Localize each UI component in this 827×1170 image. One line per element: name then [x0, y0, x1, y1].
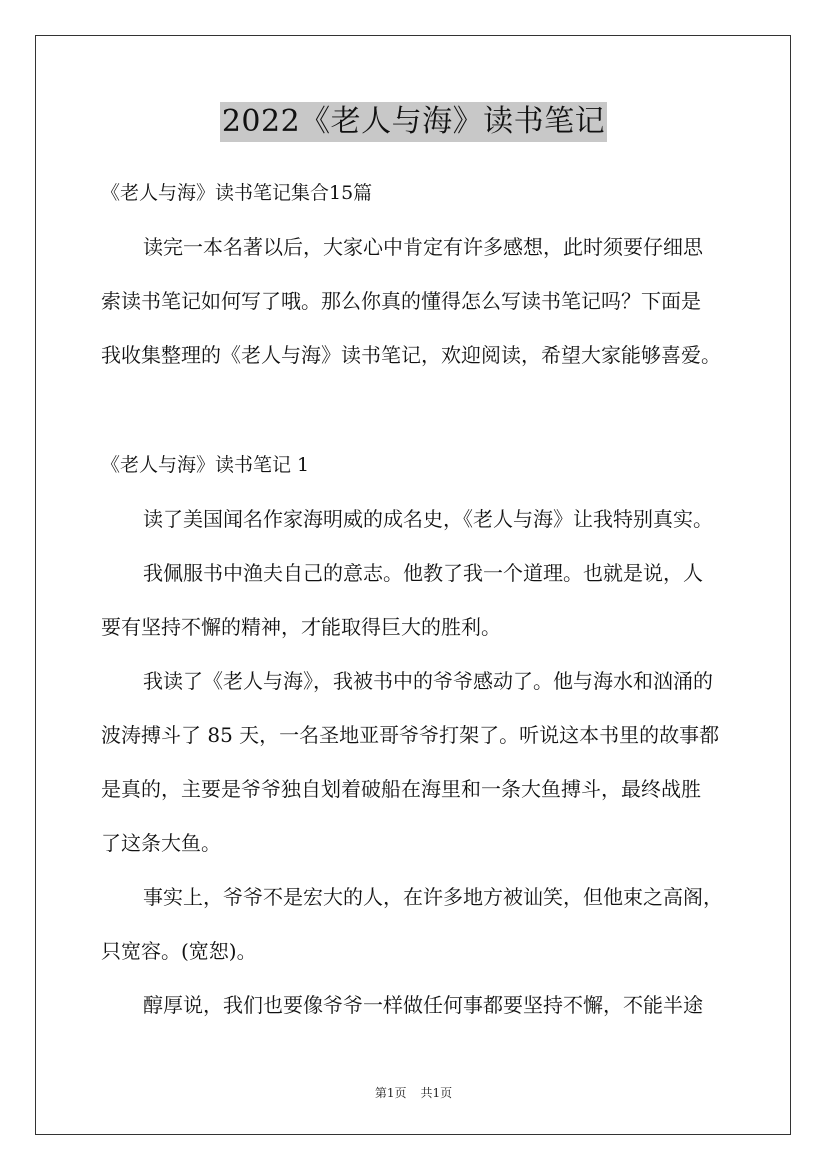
intro-paragraph-line: 读完一本名著以后，大家心中肯定有许多感想，此时须要仔细思: [143, 235, 703, 259]
page-footer: [0, 1084, 827, 1101]
body-paragraph-line: 了这条大鱼。: [101, 831, 221, 855]
section-heading: 《老人与海》读书笔记 1: [101, 454, 310, 476]
intro-paragraph-line: 我收集整理的《老人与海》读书笔记，欢迎阅读，希望大家能够喜爱。: [101, 343, 721, 367]
body-paragraph-line: 醇厚说，我们也要像爷爷一样做任何事都要坚持不懈，不能半途: [143, 993, 703, 1017]
page-number-current: 第1页: [374, 1086, 407, 1100]
body-paragraph-line: 波涛搏斗了 85 天，一名圣地亚哥爷爷打架了。听说这本书里的故事都: [101, 723, 720, 747]
body-paragraph-line: 只宽容。(宽恕)。: [101, 939, 257, 963]
body-paragraph-line: 要有坚持不懈的精神，才能取得巨大的胜利。: [101, 615, 501, 639]
body-paragraph-line: 读了美国闻名作家海明威的成名史，《老人与海》让我特别真实。: [143, 507, 713, 531]
page-number-total: 共1页: [420, 1086, 453, 1100]
body-paragraph-line: 我佩服书中渔夫自己的意志。他教了我一个道理。也就是说，人: [143, 561, 703, 585]
intro-paragraph-line: 索读书笔记如何写了哦。那么你真的懂得怎么写读书笔记吗？下面是: [101, 289, 701, 313]
title-container: [0, 102, 827, 142]
body-paragraph-line: 我读了《老人与海》，我被书中的爷爷感动了。他与海水和汹涌的: [143, 669, 713, 693]
body-paragraph-line: 是真的，主要是爷爷独自划着破船在海里和一条大鱼搏斗，最终战胜: [101, 777, 701, 801]
body-paragraph-line: 事实上，爷爷不是宏大的人，在许多地方被讪笑，但他束之高阁，: [143, 885, 723, 909]
document-subtitle: 《老人与海》读书笔记集合15篇: [101, 182, 373, 204]
document-title: 2022《老人与海》读书笔记: [220, 102, 607, 142]
